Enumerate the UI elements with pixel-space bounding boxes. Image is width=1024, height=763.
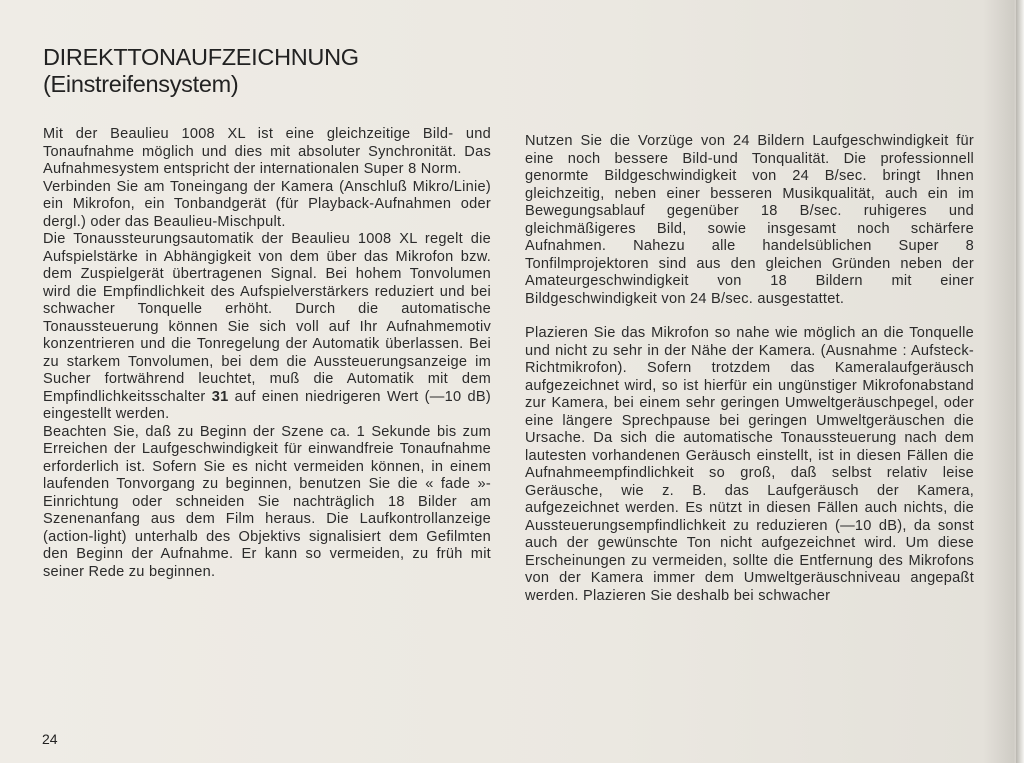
left-paragraph-4: Beachten Sie, daß zu Beginn der Szene ca. 1 Sekunde bis zum Erreichen der Laufgeschwindigkeit für einwandfreie Tonaufnahme erforderlich ist. Sofern Sie es nicht vermeiden können, in einem laufenden Tonvorgang zu beginnen, benutzen Sie die « fade »- Einrichtung oder schneiden Sie nachträglich 18 Bilder am Szenenanfang aus dem Film heraus. Die Laufkontrollanzeige (action-light) unterhalb des Objektivs signalisiert dem Gefilmten den Beginn der Aufnahme. Er kann so vermeiden, zu früh mit seiner Rede zu beginnen. [43,423,491,580]
switch-reference-number: 31 [211,388,229,405]
left-paragraph-3 [43,231,491,424]
right-paragraph-1: Nutzen Sie die Vorzüge von 24 Bildern Laufgeschwindigkeit für eine noch bessere Bild-und Tonqualität. Die professionnell genormte Bildgeschwindigkeit von 24 B/sec. bringt Ihnen gleichzeitig, neben einer besseren Musikqualität, auch ein im Bewegungsablauf gegenüber 18 B/sec. ruhigeres und gleichmäßigeres Bild, sowie insgesamt noch schärfere Aufnahmen. Nahezu alle handelsüblichen Super 8 Tonfilmprojektoren sind aus den gleichen Gründen neben der Amateurgeschwindigkeit von 18 Bildern mit einer Bildgeschwindigkeit von 24 B/sec. ausgestattet. [525,133,974,307]
left-paragraph-1: Mit der Beaulieu 1008 XL ist eine gleichzeitige Bild- und Tonaufnahme möglich und dies mit absoluter Synchronität. Das Aufnahmesystem entspricht der internationalen Super 8 Norm. [43,126,491,177]
right-paragraph-2: Plazieren Sie das Mikrofon so nahe wie möglich an die Tonquelle und nicht zu sehr in der Nähe der Kamera. (Ausnahme : Aufsteck-Richtmikrofon). Sofern trotzdem das Kameralaufgeräusch aufgezeichnet wird, so ist hierfür ein ungünstiger Mikrofonabstand zur Kamera, bei einem sehr geringen Umweltgeräuschpegel, oder eine längere Sprechpause bei geringen Umweltgeräuschen die Ursache. Da sich die automatische Tonaussteuerung nach dem lautesten vorhandenen Geräusch einstellt, ist in diesen Fällen die Aufnahmeempfindlichkeit so groß, daß selbst relativ leise Geräusche, wie z. B. das Laufgeräusch der Kamera, aufgezeichnet werden. Es nützt in diesen Fällen auch nichts, die Aussteuerungsempfindlichkeit zu reduzieren (—10 dB), da sonst auch der gewünschte Ton nicht aufgezeichnet wird. Um diese Erscheinungen zu vermeiden, sollte die Entfernung des Mikrofons von der Kamera immer dem Umweltgeräuschniveau angepaßt werden. Plazieren Sie deshalb bei schwacher [525,325,974,604]
title-line-2: (Einstreifensystem) [43,71,239,97]
left-column [43,126,491,581]
right-column [525,133,974,605]
left-paragraph-3-part-b: auf einen niedrigeren Wert (—10 dB) eingestellt werden. [43,388,491,422]
title-line-1: DIREKTTONAUFZEICHNUNG [43,44,359,70]
page-number: 24 [42,731,58,747]
left-paragraph-2: Verbinden Sie am Toneingang der Kamera (Anschluß Mikro/Linie) ein Mikrofon, ein Tonbandgerät (für Playback-Aufnahmen oder dergl.) oder das Beaulieu-Mischpult. [43,178,491,230]
left-paragraph-3-part-a: Die Tonaussteurungsautomatik der Beaulieu 1008 XL regelt die Aufspielstärke in Abhängigkeit von dem über das Mikrofon bzw. dem Zuspielgerät übertragenen Signal. Bei hohem Tonvolumen wird die Empfindlichkeit des Aufspielverstärkers reduziert und bei schwacher Tonquelle erhöht. Durch die automatische Tonaussteuerung können Sie sich voll auf Ihr Aufnahmemotiv konzentrieren und die Tonregelung der Automatik überlassen. Bei zu starkem Tonvolumen, bei dem die Aussteuerungsanzeige im Sucher fortwährend leuchtet, muß die Automatik mit dem Empfindlichkeitsschalter [43,231,491,405]
page-title [43,44,359,98]
page-edge [1016,0,1024,763]
